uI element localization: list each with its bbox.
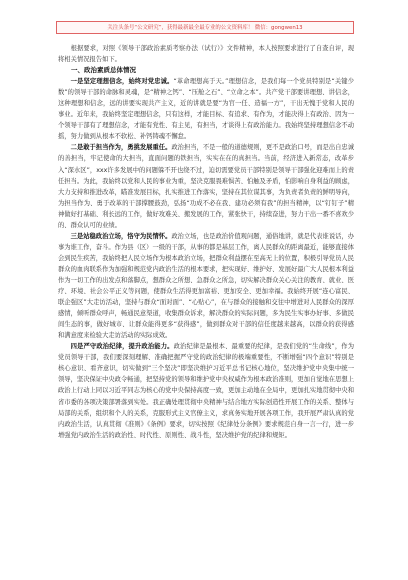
document-body [58,43,354,441]
item-body: 政治纪律是最根本、最重要的纪律，是我们党的“生命线”，作为党员领导干部，我们要深刻理解、准确把握严守党的政治纪律的极端重要性，不断增强“四个意识”特别是核心意识、看齐意识，切实做到“三个坚决”即坚决维护习近平总书记核心地位，坚决维护党中央集中统一领导，坚决保证中央政令畅通，把坚持党的领导和维护党中央权威作为根本政治准则，更加自觉地在思想上政治上行动上同以习近平同志为核心的党中央保持高度一致，更加主动地在全局中，更加扎实地贯彻中央和省市委的各项决策部署落到实处。我正确处理贯彻中央精神与结合地方实际创造性开展工作的关系、整体与局部的关系，组织和个人的关系，克服形式主义官僚主义，求真务实地开展各项工作，我开展严肃认真的党内政治生活，认真贯彻《准则》《条例》要求，切实按照《纪律处分条例》要求规范自身一言一行，进一步增强党内政治生活的政治性、时代性、原则性、战斗性，坚决维护党的纪律和规矩。 [58,343,355,439]
item-lead: 一是坚定理想信念，始终对党忠诚。 [70,78,174,86]
item-body: 政治立场，也是政治价值观问题，通俗地讲，就是代表谁说话，办事为谁工作，奋斗。作为县（区）一级的干部，从事的都是基层工作，离人民群众的距离最近，能够直接体会到民生疾苦，我始终把人民立场作为根本政治立场，把群众利益摆在至高无上的位置，积极引导党员人民群众的血肉联系作为加强和规范党内政治生活的根本要求，把实现好、维护好、发展好最广大人民根本利益作为一切工作的出发点和落脚点，想群众之所想、急群众之所急，切实解决群众关心关注的教育、就业、医疗、环境、社会公平正义等问题，使群众生活得更加富裕、更加安全、更加幸福。我始终开展“连心富民、联企强区”大走访活动，坚持与群众“面对面”、“心贴心”，在与群众的接触和交往中增进对人民群众的深厚感情，倾听群众呼声，畅通民意渠道，收集群众诉求，解决群众的实际问题，多为民生实事办好事、多做民间生态的事，做好城市、让群众能得更多“获得感”，做到群众对干部的信任度越来越高，以群众的获得感和满意度来检验大走访活动的实际成效。 [58,232,355,340]
item-lead: 四是严守政治纪律，提升政治能力。 [70,343,174,351]
intro-paragraph: 根据要求，对照《领导干部政治素质考察办法（试行）》文件精神，本人按照要求进行了自查自评，现将相关情况报告如下。 [58,45,354,64]
promo-banner[interactable]: 关注头条号“公文研究”，获得最新最全最专业的公文资料库！ 微信：gongwen13 [56,21,354,34]
item-lead: 二是敢于担当作为，勇挑发展重任。 [70,144,172,152]
item-body: 政治担当，不是一般的道德规则，更不是政治口号，而是出自忠诚的善担当，牢记使命的大担当，直面问题的铁担当，实实在在的真担当。当前，经济进入新常态，改革步入“深水区”，xxx许多发展中的问题躲不开也绕不过，迫切需要党员干部特别是领导干部强化迎难而上的责任担当。为此，我始终以党和人民的事业为重，坚决克服畏难惧苦、怕触及矛盾，怕影响自身利益的顾虑，大力支持和推进改革，瞄准发展目标，扎实推进工作落实，坚持在其位谋其事，为负责者负责的鲜明导向，为担当作为、勇于改革的干部撑腰鼓劲，弘扬“功成不必在我、建功必须有我”的担当精神，以“钉钉子”精神做好打基础、利长远的工作，做好攻难关、搬发展的工作，紧张快干，持续奋进，努力干出一番不喜欢少的、群众认可的业绩。 [58,144,355,229]
item-paragraph [58,341,354,440]
item-lead: 三是站稳政治立场，恪守为民情怀。 [70,232,172,240]
item-paragraph [58,76,354,142]
item-body: “革命理想高于天。”理想信念，是我们每一个党员特别是“关键少数”的领导干部的命脉和灵魂，是“精神之钙”、“压舱之石”、“立命之本”。共产党干部要讲理想、讲信念，这种理想和信念，远的讲要实现共产主义，近的讲就是要“为官一任、造福一方”，干出无愧于党和人民的事业。近年来，我始终坚定理想信念，只有这样，才能目标、有追求、有作为，才能决得上有政治、因为一个领导干部有了理想信念，才能有党性、有主见，有担当，才谈得上有政治能力。我始终坚持理想信念不动摇，努力做到从根本不软松、补钙铸魂不懈怠。 [58,78,355,141]
item-paragraph [58,142,354,230]
section-heading: 一、政治素质总体情况 [71,66,136,75]
item-paragraph [58,231,354,341]
